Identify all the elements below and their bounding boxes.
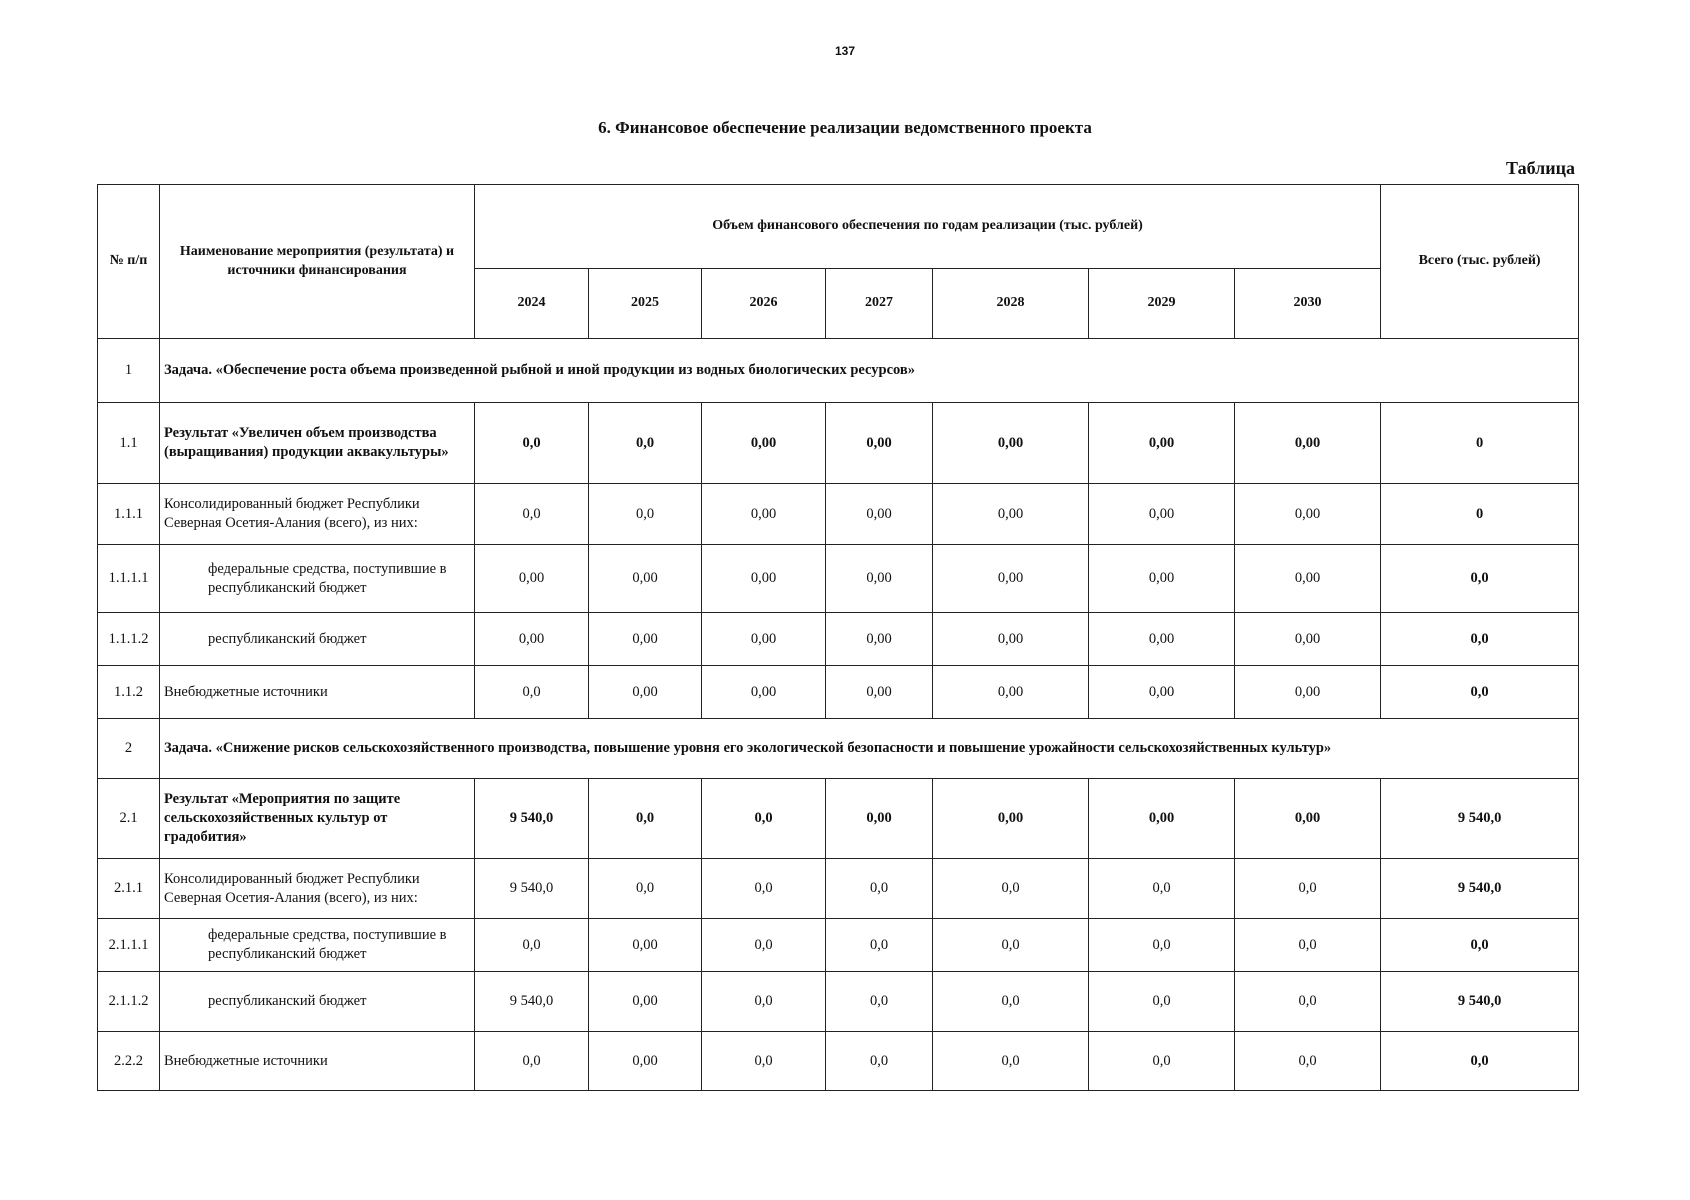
value-cell: 0,0 bbox=[1089, 972, 1235, 1032]
row-number: 1.1.1.2 bbox=[98, 613, 160, 666]
value-cell: 0,0 bbox=[1235, 859, 1381, 919]
financing-table bbox=[97, 184, 1579, 1091]
header-year: 2026 bbox=[702, 269, 826, 339]
total-cell: 0,0 bbox=[1381, 545, 1579, 613]
value-cell: 0,00 bbox=[702, 545, 826, 613]
value-cell: 0,00 bbox=[702, 403, 826, 484]
header-name: Наименование мероприятия (результата) и источники финансирования bbox=[160, 185, 475, 339]
value-cell: 0,0 bbox=[589, 484, 702, 545]
value-cell: 0,00 bbox=[589, 1032, 702, 1091]
value-cell: 0,00 bbox=[1235, 666, 1381, 719]
value-cell: 0,00 bbox=[1235, 403, 1381, 484]
value-cell: 9 540,0 bbox=[475, 779, 589, 859]
value-cell: 0,00 bbox=[702, 613, 826, 666]
value-cell: 0,0 bbox=[702, 919, 826, 972]
value-cell: 0,0 bbox=[475, 1032, 589, 1091]
value-cell: 0,00 bbox=[1235, 545, 1381, 613]
value-cell: 9 540,0 bbox=[475, 972, 589, 1032]
value-cell: 0,0 bbox=[1089, 1032, 1235, 1091]
total-cell: 0,0 bbox=[1381, 1032, 1579, 1091]
value-cell: 0,0 bbox=[589, 779, 702, 859]
value-cell: 0,0 bbox=[826, 859, 933, 919]
page-number: 137 bbox=[834, 44, 856, 58]
header-year: 2029 bbox=[1089, 269, 1235, 339]
value-cell: 9 540,0 bbox=[475, 859, 589, 919]
value-cell: 0,00 bbox=[826, 545, 933, 613]
header-year: 2030 bbox=[1235, 269, 1381, 339]
row-name: республиканский бюджет bbox=[160, 972, 475, 1032]
row-name: федеральные средства, поступившие в республиканский бюджет bbox=[160, 545, 475, 613]
row-name: Результат «Мероприятия по защите сельскохозяйственных культур от градобития» bbox=[160, 779, 475, 859]
value-cell: 0,00 bbox=[826, 779, 933, 859]
value-cell: 0,0 bbox=[826, 1032, 933, 1091]
value-cell: 0,00 bbox=[933, 779, 1089, 859]
row-number: 2.1.1 bbox=[98, 859, 160, 919]
task-title: Задача. «Обеспечение роста объема произведенной рыбной и иной продукции из водных биологических ресурсов» bbox=[160, 339, 1579, 403]
total-cell: 0,0 bbox=[1381, 919, 1579, 972]
row-name: Результат «Увеличен объем производства (выращивания) продукции аквакультуры» bbox=[160, 403, 475, 484]
value-cell: 0,00 bbox=[589, 613, 702, 666]
source-row bbox=[98, 919, 1579, 972]
row-number: 2.2.2 bbox=[98, 1032, 160, 1091]
row-number: 2.1 bbox=[98, 779, 160, 859]
row-name: республиканский бюджет bbox=[160, 613, 475, 666]
value-cell: 0,00 bbox=[826, 484, 933, 545]
value-cell: 0,00 bbox=[475, 613, 589, 666]
value-cell: 0,00 bbox=[702, 666, 826, 719]
value-cell: 0,0 bbox=[1235, 972, 1381, 1032]
value-cell: 0,0 bbox=[475, 919, 589, 972]
header-total: Всего (тыс. рублей) bbox=[1381, 185, 1579, 339]
value-cell: 0,0 bbox=[1235, 919, 1381, 972]
header-year: 2027 bbox=[826, 269, 933, 339]
value-cell: 0,00 bbox=[702, 484, 826, 545]
header-num: № п/п bbox=[98, 185, 160, 339]
source-row bbox=[98, 545, 1579, 613]
total-cell: 0 bbox=[1381, 403, 1579, 484]
value-cell: 0,00 bbox=[1089, 403, 1235, 484]
row-number: 1.1.1 bbox=[98, 484, 160, 545]
value-cell: 0,00 bbox=[933, 545, 1089, 613]
task-title: Задача. «Снижение рисков сельскохозяйственного производства, повышение уровня его экологической безопасности и повышение урожайности сельскохозяйственных культур» bbox=[160, 719, 1579, 779]
total-cell: 9 540,0 bbox=[1381, 859, 1579, 919]
value-cell: 0,0 bbox=[589, 403, 702, 484]
value-cell: 0,0 bbox=[1089, 859, 1235, 919]
row-name: Внебюджетные источники bbox=[160, 1032, 475, 1091]
value-cell: 0,00 bbox=[589, 545, 702, 613]
extrabudget-row bbox=[98, 1032, 1579, 1091]
total-cell: 9 540,0 bbox=[1381, 779, 1579, 859]
value-cell: 0,0 bbox=[702, 859, 826, 919]
row-number: 2.1.1.1 bbox=[98, 919, 160, 972]
value-cell: 0,00 bbox=[1235, 484, 1381, 545]
task-row bbox=[98, 719, 1579, 779]
total-cell: 9 540,0 bbox=[1381, 972, 1579, 1032]
source-row bbox=[98, 972, 1579, 1032]
row-name: Внебюджетные источники bbox=[160, 666, 475, 719]
value-cell: 0,00 bbox=[475, 545, 589, 613]
source-row bbox=[98, 613, 1579, 666]
row-number: 1 bbox=[98, 339, 160, 403]
document-title: 6. Финансовое обеспечение реализации ведомственного проекта bbox=[598, 118, 1092, 137]
row-number: 1.1.2 bbox=[98, 666, 160, 719]
total-cell: 0,0 bbox=[1381, 613, 1579, 666]
value-cell: 0,0 bbox=[702, 1032, 826, 1091]
value-cell: 0,00 bbox=[589, 972, 702, 1032]
value-cell: 0,00 bbox=[1089, 484, 1235, 545]
budget-row bbox=[98, 484, 1579, 545]
value-cell: 0,00 bbox=[1089, 613, 1235, 666]
row-name: Консолидированный бюджет Республики Северная Осетия-Алания (всего), из них: bbox=[160, 859, 475, 919]
value-cell: 0,00 bbox=[933, 403, 1089, 484]
header-row-top bbox=[98, 185, 1579, 269]
value-cell: 0,0 bbox=[933, 919, 1089, 972]
value-cell: 0,00 bbox=[933, 484, 1089, 545]
value-cell: 0,0 bbox=[702, 972, 826, 1032]
value-cell: 0,0 bbox=[475, 403, 589, 484]
value-cell: 0,0 bbox=[702, 779, 826, 859]
header-year: 2025 bbox=[589, 269, 702, 339]
value-cell: 0,0 bbox=[933, 972, 1089, 1032]
total-cell: 0 bbox=[1381, 484, 1579, 545]
row-number: 1.1.1.1 bbox=[98, 545, 160, 613]
value-cell: 0,0 bbox=[475, 484, 589, 545]
value-cell: 0,00 bbox=[826, 613, 933, 666]
value-cell: 0,0 bbox=[1235, 1032, 1381, 1091]
value-cell: 0,00 bbox=[589, 919, 702, 972]
value-cell: 0,0 bbox=[933, 1032, 1089, 1091]
row-name: федеральные средства, поступившие в республиканский бюджет bbox=[160, 919, 475, 972]
row-name: Консолидированный бюджет Республики Северная Осетия-Алания (всего), из них: bbox=[160, 484, 475, 545]
result-row bbox=[98, 779, 1579, 859]
total-cell: 0,0 bbox=[1381, 666, 1579, 719]
header-volume: Объем финансового обеспечения по годам реализации (тыс. рублей) bbox=[475, 185, 1381, 269]
value-cell: 0,0 bbox=[475, 666, 589, 719]
row-number: 1.1 bbox=[98, 403, 160, 484]
value-cell: 0,00 bbox=[826, 666, 933, 719]
value-cell: 0,00 bbox=[933, 613, 1089, 666]
value-cell: 0,00 bbox=[1089, 779, 1235, 859]
value-cell: 0,00 bbox=[1235, 613, 1381, 666]
table-caption: Таблица bbox=[1506, 158, 1575, 178]
row-number: 2.1.1.2 bbox=[98, 972, 160, 1032]
value-cell: 0,0 bbox=[826, 972, 933, 1032]
value-cell: 0,0 bbox=[933, 859, 1089, 919]
value-cell: 0,00 bbox=[1235, 779, 1381, 859]
header-year: 2028 bbox=[933, 269, 1089, 339]
row-number: 2 bbox=[98, 719, 160, 779]
extrabudget-row bbox=[98, 666, 1579, 719]
value-cell: 0,00 bbox=[826, 403, 933, 484]
value-cell: 0,00 bbox=[589, 666, 702, 719]
value-cell: 0,00 bbox=[1089, 666, 1235, 719]
value-cell: 0,00 bbox=[1089, 545, 1235, 613]
budget-row bbox=[98, 859, 1579, 919]
task-row bbox=[98, 339, 1579, 403]
value-cell: 0,0 bbox=[826, 919, 933, 972]
result-row bbox=[98, 403, 1579, 484]
value-cell: 0,00 bbox=[933, 666, 1089, 719]
value-cell: 0,0 bbox=[1089, 919, 1235, 972]
value-cell: 0,0 bbox=[589, 859, 702, 919]
header-year: 2024 bbox=[475, 269, 589, 339]
